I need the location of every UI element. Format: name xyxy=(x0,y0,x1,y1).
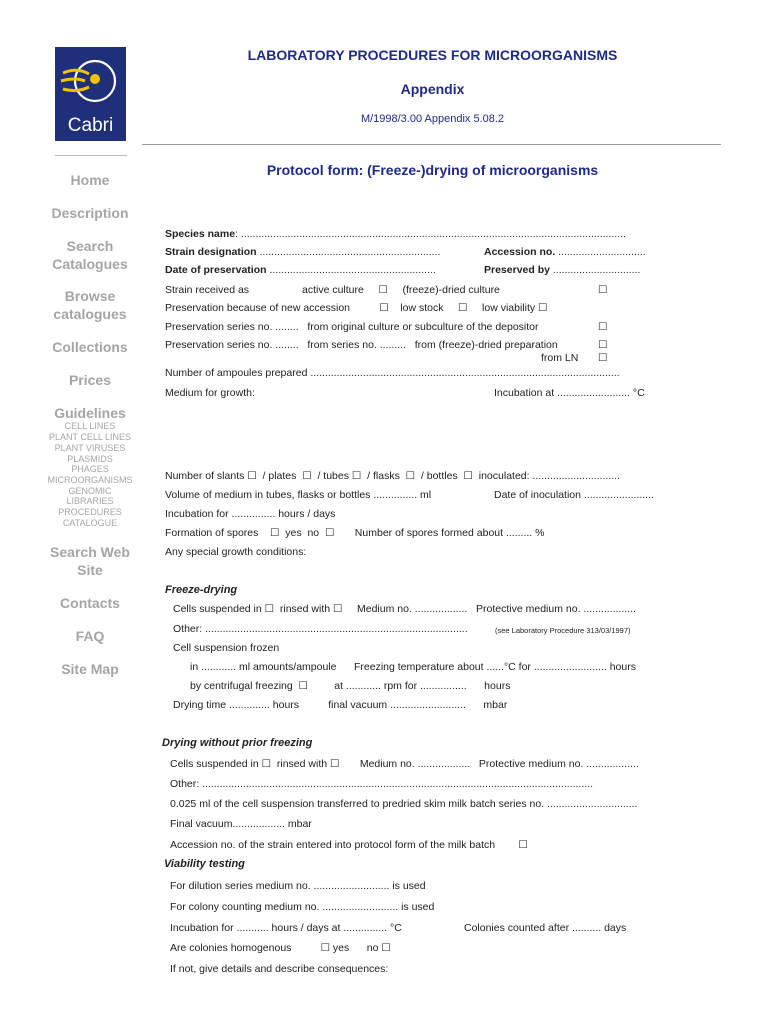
nav-browse-catalogues[interactable] xyxy=(30,287,150,323)
guideline-procedures[interactable]: PROCEDURES xyxy=(58,507,122,517)
fd-reference-note: (see Laboratory Procedure 313/03/1997) xyxy=(495,626,631,635)
guideline-plant-viruses[interactable]: PLANT VIRUSES xyxy=(54,443,126,453)
preservation-reason-row: Preservation because of new accession ☐ low stock ☐ low viability ☐ xyxy=(165,302,548,314)
date-preservation-field: ......................................................... xyxy=(266,264,436,276)
nav-guidelines[interactable]: Guidelines xyxy=(54,405,126,421)
dw-cells-suspended-row: Cells suspended in ☐ rinsed with ☐ Medium no. .................. Protective medium no. .................. xyxy=(170,758,639,770)
nav-search-catalogues-line1: Search xyxy=(66,238,114,254)
guideline-plasmids[interactable]: PLASMIDS xyxy=(67,454,113,464)
guideline-cell-lines[interactable]: CELL LINES xyxy=(64,421,116,431)
logo-emblem-icon xyxy=(55,47,126,119)
incubation-temperature-field: Incubation at ......................... °C xyxy=(494,387,645,399)
nav-home[interactable]: Home xyxy=(70,172,110,188)
fd-drying-time-row: Drying time .............. hours final vacuum .......................... mbar xyxy=(173,699,508,711)
volume-medium-row: Volume of medium in tubes, flasks or bottles ............... ml xyxy=(165,489,432,501)
fd-centrifugal-freezing-row: by centrifugal freezing ☐ at ............ rpm for ................ hours xyxy=(190,680,511,692)
freeze-drying-heading: Freeze-drying xyxy=(165,584,238,596)
accession-label: Accession no. xyxy=(484,246,556,258)
nav-site-map[interactable]: Site Map xyxy=(61,661,119,677)
guideline-catalogue[interactable]: CATALOGUE xyxy=(62,518,118,528)
special-growth-conditions-label: Any special growth conditions: xyxy=(165,546,307,558)
from-ln-checkbox[interactable]: ☐ xyxy=(598,352,608,364)
viability-testing-heading: Viability testing xyxy=(164,858,245,870)
guideline-microorganisms[interactable]: MICROORGANISMS xyxy=(47,475,133,485)
series-dried-preparation-checkbox[interactable]: ☐ xyxy=(598,339,608,351)
nav-description[interactable]: Description xyxy=(51,205,129,221)
nav-prices[interactable]: Prices xyxy=(68,372,112,388)
dw-other-row: Other: ...................................................................................................................................... xyxy=(170,778,594,790)
nav-search-web-site[interactable] xyxy=(30,543,150,579)
dw-final-vacuum-row: Final vacuum.................. mbar xyxy=(170,818,312,830)
logo-text: Cabri xyxy=(67,115,114,136)
dw-transfer-row: 0.025 ml of the cell suspension transferred to predried skim milk batch series no. ............................... xyxy=(170,798,638,810)
vt-colonies-counted-field: Colonies counted after .......... days xyxy=(464,922,627,934)
sidebar-divider xyxy=(55,155,127,156)
nav-search-web-line2: Site xyxy=(77,562,103,578)
accession-row xyxy=(484,246,646,258)
slants-plates-row: Number of slants ☐ / plates ☐ / tubes ☐ / flasks ☐ / bottles ☐ inoculated: .............................. xyxy=(165,470,620,482)
nav-search-catalogues[interactable] xyxy=(30,237,150,273)
incubation-duration-row: Incubation for ............... hours / days xyxy=(165,508,336,520)
species-name-row xyxy=(165,228,626,240)
guideline-plant-cell-lines[interactable]: PLANT CELL LINES xyxy=(48,432,132,442)
vt-homogenous-row: Are colonies homogenous ☐ yes no ☐ xyxy=(170,942,391,954)
strain-designation-row xyxy=(165,246,440,258)
preserved-by-label: Preserved by xyxy=(484,264,550,276)
vt-if-not-row: If not, give details and describe consequences: xyxy=(170,963,389,975)
fd-amounts-freezing-row: in ............ ml amounts/ampoule Freezing temperature about ......°C for ......................... hours xyxy=(190,661,636,673)
date-inoculation-field: Date of inoculation ........................ xyxy=(494,489,654,501)
series-dried-preparation-row: Preservation series no. ........ from series no. ......... from (freeze)-dried preparation xyxy=(165,339,558,351)
accession-field: .............................. xyxy=(555,246,646,258)
nav-search-catalogues-line2: Catalogues xyxy=(52,256,128,272)
series-original-culture-row: Preservation series no. ........ from original culture or subculture of the depositor xyxy=(165,321,539,333)
page-title: LABORATORY PROCEDURES FOR MICROORGANISMS xyxy=(247,47,618,63)
fd-other-row: Other: .......................................................................................... xyxy=(173,623,468,635)
form-title: Protocol form: (Freeze-)drying of microorganisms xyxy=(266,162,599,178)
vt-incubation-row: Incubation for ........... hours / days at ............... °C xyxy=(170,922,402,934)
date-preservation-label: Date of preservation xyxy=(165,264,267,276)
guideline-phages[interactable]: PHAGES xyxy=(71,464,109,474)
ampoules-prepared-row: Number of ampoules prepared .......................................................................................................... xyxy=(165,367,620,379)
from-ln-label: from LN xyxy=(541,352,579,364)
preserved-by-field: .............................. xyxy=(549,264,641,276)
guideline-libraries[interactable]: LIBRARIES xyxy=(66,496,114,506)
appendix-heading: Appendix xyxy=(400,81,465,97)
strain-received-options: active culture ☐ (freeze)-dried culture xyxy=(302,284,500,296)
series-original-culture-checkbox[interactable]: ☐ xyxy=(598,321,608,333)
strain-designation-field: .............................................................. xyxy=(256,246,441,258)
nav-browse-line1: Browse xyxy=(64,288,116,304)
strain-received-label: Strain received as xyxy=(165,284,250,296)
cabri-logo[interactable] xyxy=(55,47,126,141)
nav-search-web-line1: Search Web xyxy=(50,544,130,560)
vt-colony-medium-row: For colony counting medium no. .......................... is used xyxy=(170,901,435,913)
medium-for-growth-label: Medium for growth: xyxy=(165,387,255,399)
nav-faq[interactable]: FAQ xyxy=(75,628,105,644)
preserved-by-row xyxy=(484,264,640,276)
nav-browse-line2: catalogues xyxy=(53,306,127,322)
species-name-field: : .................................................................................................................................... xyxy=(235,228,626,240)
vt-dilution-medium-row: For dilution series medium no. .......................... is used xyxy=(170,880,426,892)
formation-spores-row: Formation of spores ☐ yes no ☐ Number of spores formed about ......... % xyxy=(165,527,545,539)
fd-suspension-frozen-label: Cell suspension frozen xyxy=(173,642,280,654)
dried-culture-checkbox[interactable]: ☐ xyxy=(598,284,608,296)
nav-contacts[interactable]: Contacts xyxy=(60,595,120,611)
header-divider xyxy=(142,144,721,145)
guideline-genomic[interactable]: GENOMIC xyxy=(68,486,112,496)
dw-accession-entered-row: Accession no. of the strain entered into protocol form of the milk batch ☐ xyxy=(170,839,528,851)
date-preservation-row xyxy=(165,264,436,276)
drying-without-freezing-heading: Drying without prior freezing xyxy=(162,737,313,749)
fd-cells-suspended-row: Cells suspended in ☐ rinsed with ☐ Medium no. .................. Protective medium no. .................. xyxy=(173,603,636,615)
species-name-label: Species name xyxy=(165,228,236,240)
strain-designation-label: Strain designation xyxy=(165,246,257,258)
document-reference: M/1998/3.00 Appendix 5.08.2 xyxy=(360,113,505,125)
nav-collections[interactable]: Collections xyxy=(52,339,128,355)
